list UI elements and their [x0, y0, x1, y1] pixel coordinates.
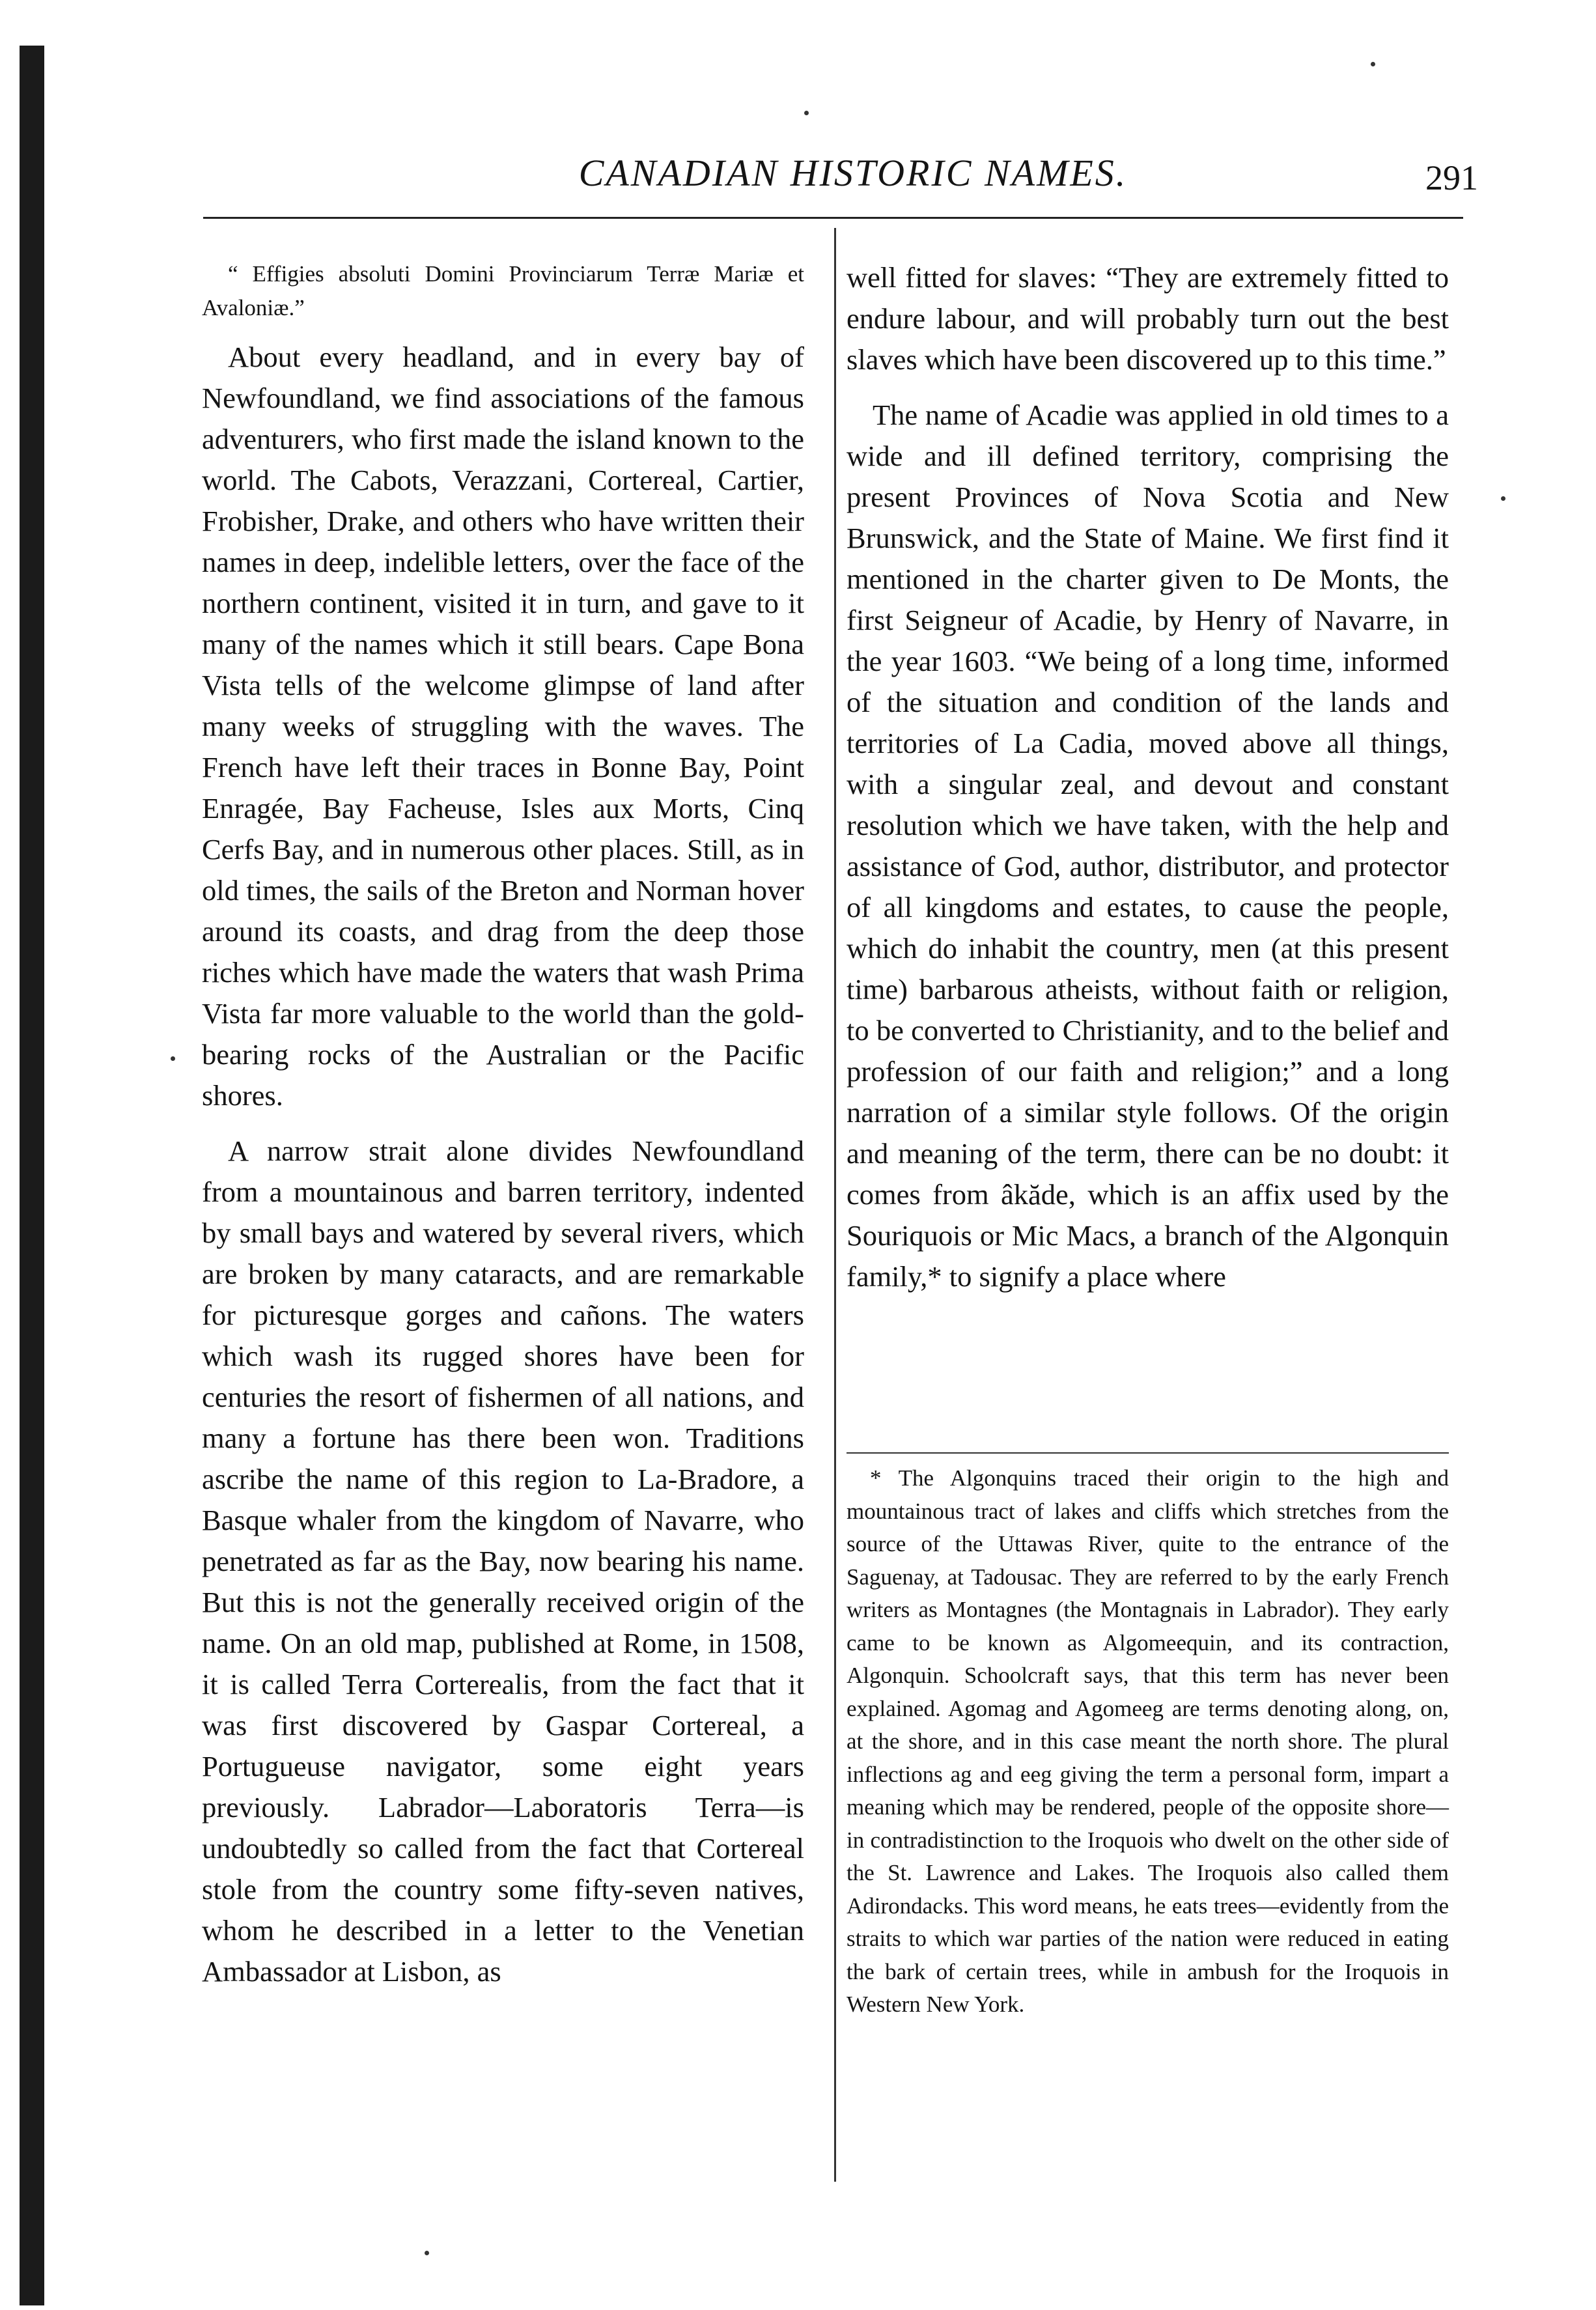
print-speck	[1371, 62, 1375, 66]
page-number: 291	[1425, 158, 1478, 197]
header-rule	[203, 217, 1463, 219]
paragraph-labrador: A narrow strait alone divides Newfoundland from a mountainous and barren territory, indented by small bays and watered by several rivers, which are broken by many cataracts, and are remarkable for picturesque gorges and cañons. The waters which wash its rugged shores have been for centuries the resort of fishermen of all nations, and many a fortune has there been won. Traditions ascribe the name of this region to La-Bradore, a Basque whaler from the kingdom of Navarre, who penetrated as far as the Bay, now bearing his name. But this is not the generally received origin of the name. On an old map, published at Rome, in 1508, it is called Terra Corterealis, from the fact that it was first discovered by Gaspar Cortereal, a Portugueuse navigator, some eight years previously. Labrador—Laboratoris Terra—is undoubtedly so called from the fact that Cortereal stole from the country some fifty-seven natives, whom he described in a letter to the Venetian Ambassador at Lisbon, as	[202, 1134, 804, 1988]
epigraph: “ Effigies absoluti Domini Provinciarum Terræ Mariæ et Avaloniæ.”	[202, 261, 804, 320]
page-binding-edge	[20, 46, 44, 2305]
print-speck	[171, 1056, 175, 1061]
paragraph-acadie: The name of Acadie was applied in old times to a wide and ill defined territory, comprising the present Provinces of Nova Scotia and New Brunswick, and the State of Maine. We first find it mentioned in the charter given to De Monts, the first Seigneur of Acadie, by Henry of Navarre, in the year 1603. “We being of a long time, informed of the situation and condition of the lands and territories of La Cadia, moved above all things, with a singular zeal, and devout and constant resolution which we have taken, with the help and assistance of God, author, distributor, and protector of all kingdoms and estates, to cause the people, which do inhabit the country, men (at this present time) barbarous atheists, without faith or religion, to be converted to Christianity, and to the belief and profession of our faith and religion;” and a long narration of a similar style follows. Of the origin and meaning of the term, there can be no doubt: it comes from âkăde, which is an affix used by the Souriquois or Mic Macs, a branch of the Algonquin family,* to signify a place where	[847, 399, 1449, 1293]
print-speck	[1501, 496, 1505, 501]
running-head-title: CANADIAN HISTORIC NAMES.	[578, 152, 1128, 194]
footnote-algonquins: * The Algonquins traced their origin to the high and mountainous tract of lakes and cliffs which stretches from the source of the Uttawas River, quite to the entrance of the Saguenay, at Tadousac. They are referred to by the early French writers as Montagnes (the Montagnais in Labrador). They early came to be known as Algomeequin, and its contraction, Algonquin. Schoolcraft says, that this term has never been explained. Agomag and Agomeeg are terms denoting along, on, at the shore, and in this case meant the north shore. The plural inflections ag and eeg giving the term a personal form, impart a meaning which may be rendered, people of the opposite shore—in contradistinction to the Iroquois who dwelt on the other side of the St. Lawrence and Lakes. The Iroquois also called them Adirondacks. This word means, he eats trees—evidently from the straits to which war parties of the nation were reduced in eating the bark of certain trees, while in ambush for the Iroquois in Western New York.	[847, 1465, 1449, 2017]
print-speck	[425, 2251, 429, 2255]
left-column	[202, 257, 804, 1992]
footnote	[847, 1462, 1449, 2021]
running-head	[202, 151, 1504, 203]
print-speck	[804, 111, 809, 115]
footnote-rule	[847, 1452, 1449, 1454]
paragraph-newfoundland: About every headland, and in every bay of Newfoundland, we find associations of the famous adventurers, who first made the island known to the world. The Cabots, Verazzani, Cortereal, Cartier, Frobisher, Drake, and others who have written their names in deep, indelible letters, over the face of the northern continent, visited it in turn, and gave to it many of the names which it still bears. Cape Bona Vista tells of the welcome glimpse of land after many weeks of struggling with the waves. The French have left their traces in Bonne Bay, Point Enragée, Bay Facheuse, Isles aux Morts, Cinq Cerfs Bay, and in numerous other places. Still, as in old times, the sails of the Breton and Norman hover around its coasts, and drag from the deep those riches which have made the waters that wash Prima Vista far more valuable to the world than the gold-bearing rocks of the Australian or the Pacific shores.	[202, 341, 804, 1112]
column-divider	[834, 228, 836, 2182]
paragraph-continuation: well fitted for slaves: “They are extremely fitted to endure labour, and will probably turn out the best slaves which have been discovered up to this time.”	[847, 261, 1449, 376]
right-column	[847, 257, 1449, 1297]
